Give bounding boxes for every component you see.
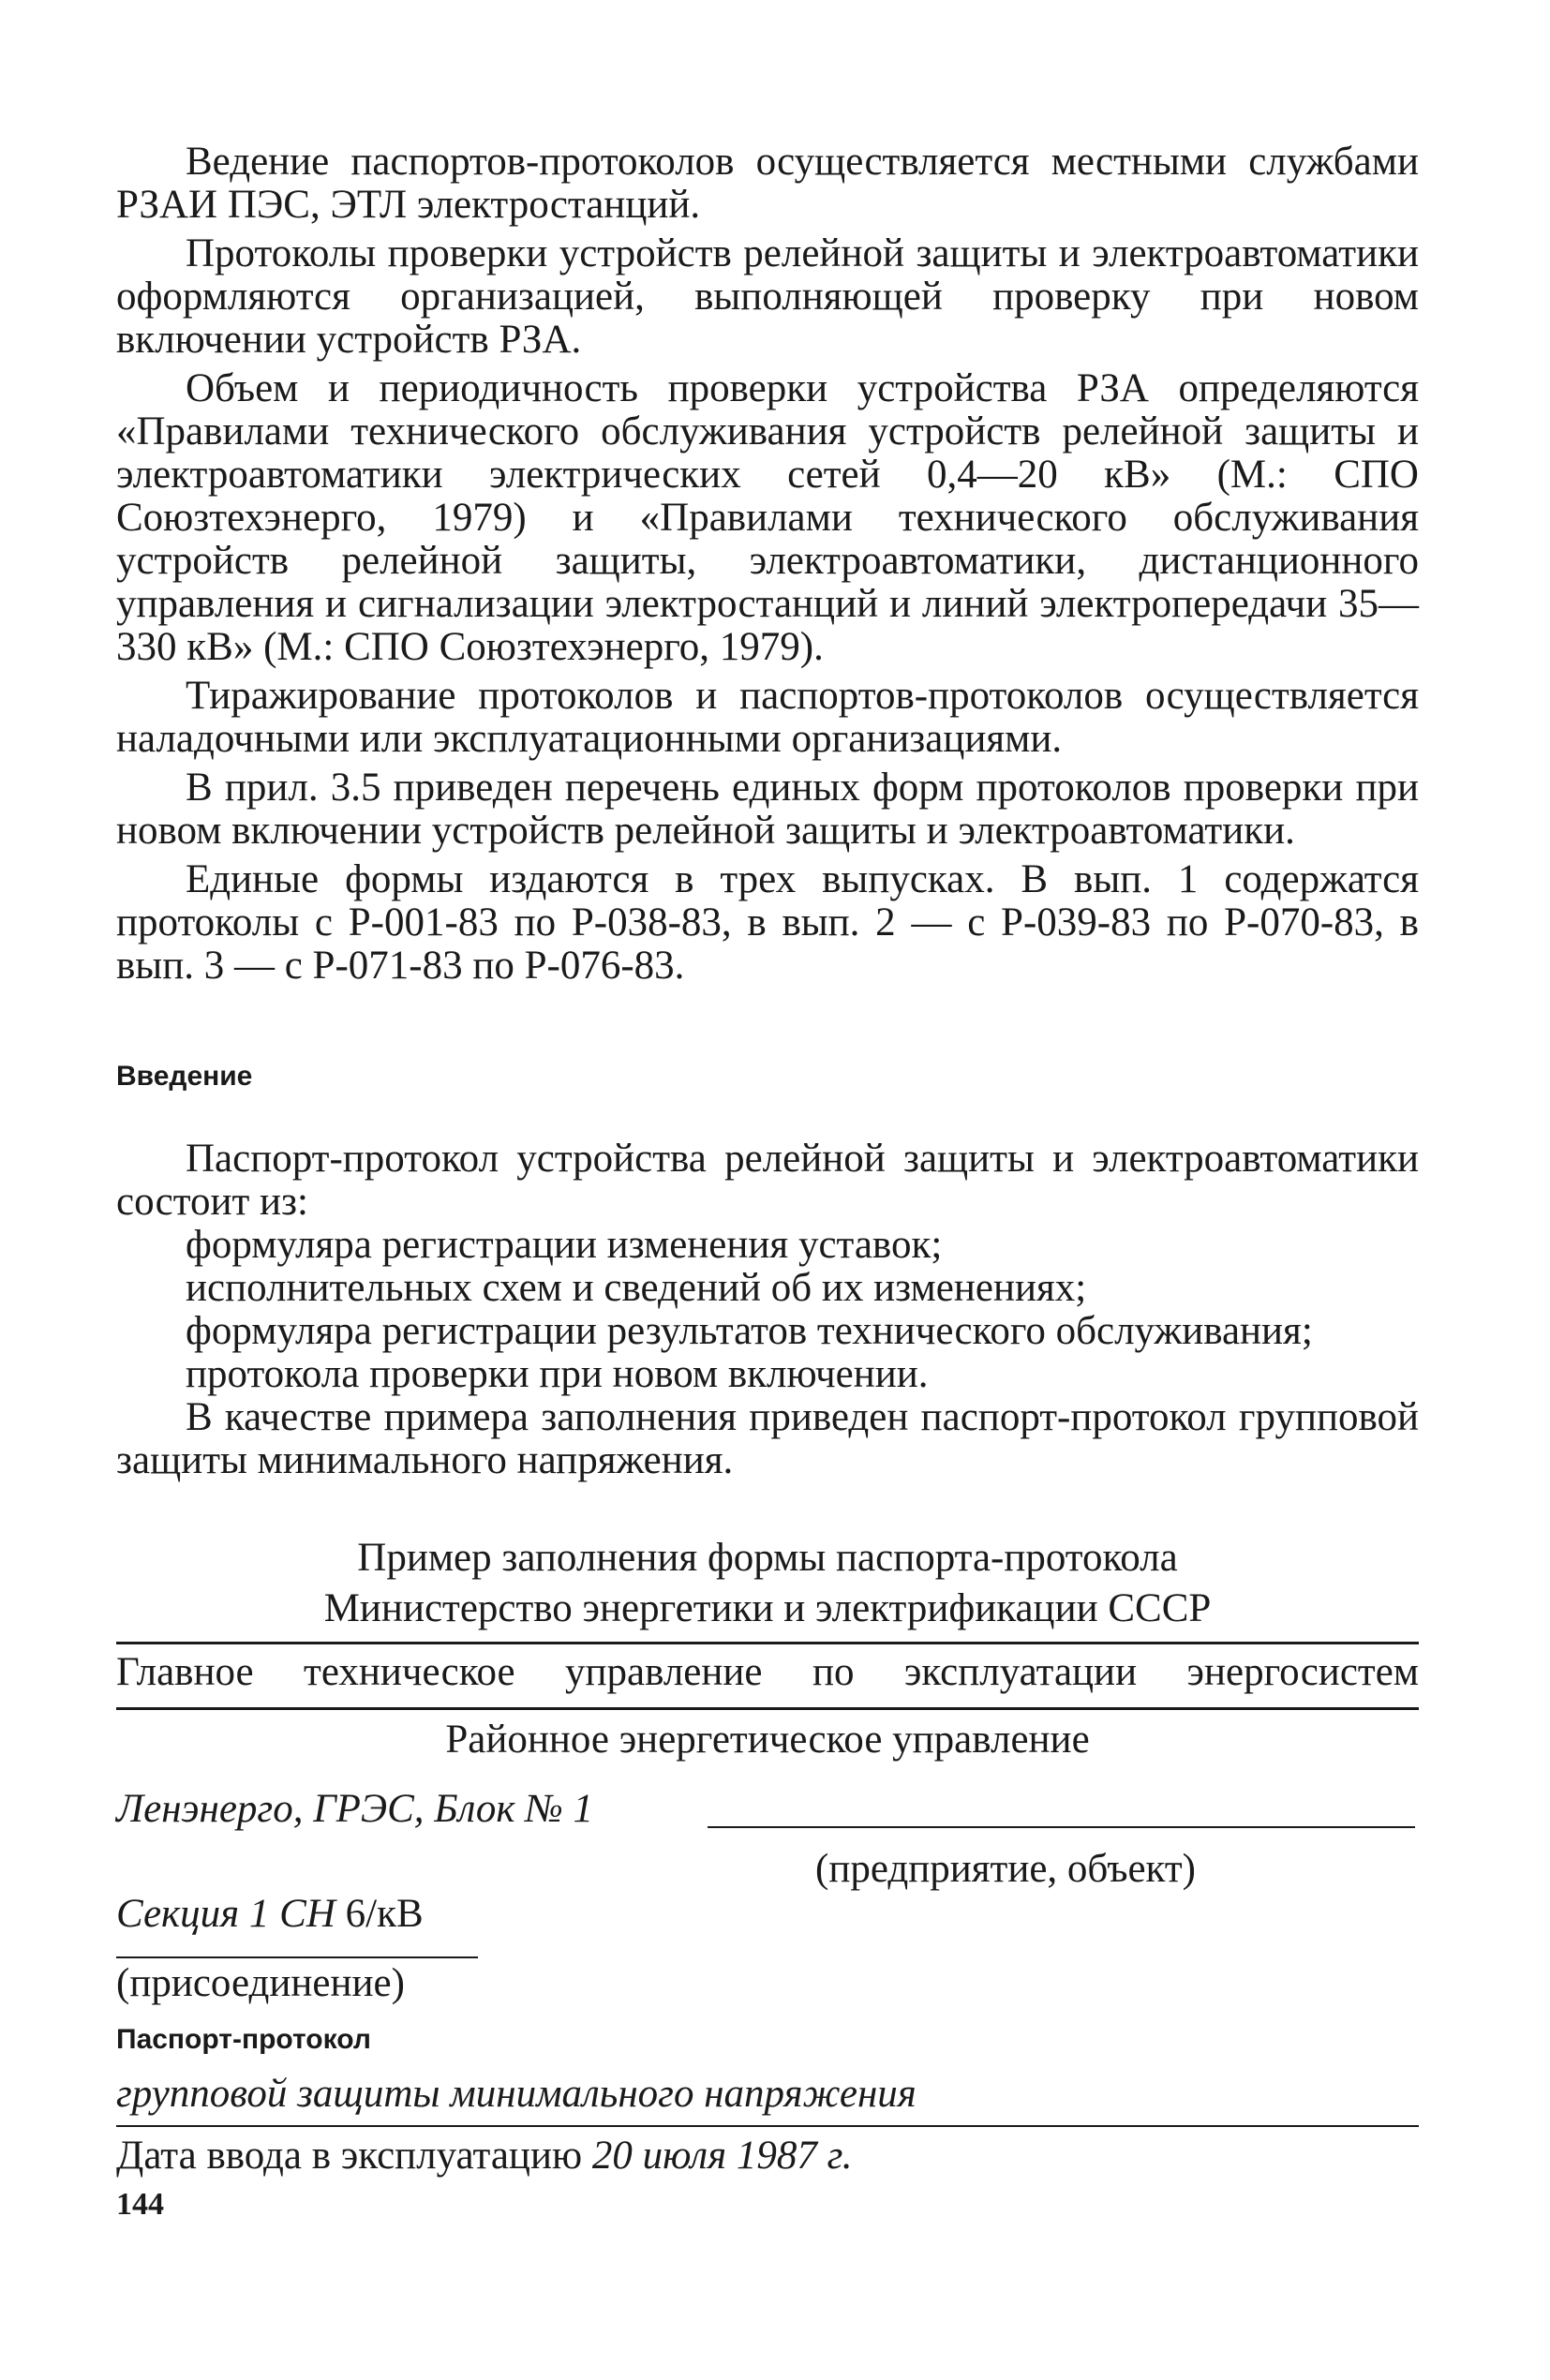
form-title: Пример заполнения формы паспорта-протокола (357, 1536, 1178, 1580)
divider (116, 1707, 1419, 1710)
section-value: Секция 1 СН (116, 1892, 335, 1936)
paragraph: Ведение паспортов-протоколов осуществляется местными службами РЗАИ ПЭС, ЭТЛ электростанций. (116, 140, 1419, 227)
divider (116, 2125, 1419, 2127)
commission-date (116, 2135, 853, 2178)
paragraph: Единые формы издаются в трех выпусках. В вып. 1 содержатся протоколы с Р-001-83 по Р-038-83, в вып. 2 — с Р-039-83 по Р-070-83, в вып. 3 — с Р-071-83 по Р-076-83. (116, 857, 1419, 988)
page-content (116, 141, 1419, 1482)
enterprise-value: Ленэнерго, ГРЭС, Блок № 1 (116, 1787, 594, 1831)
page-number: 144 (116, 2187, 164, 2222)
enterprise-line (708, 1826, 1415, 1828)
enterprise-caption: (предприятие, объект) (815, 1847, 1196, 1891)
passport-label: Паспорт-протокол (116, 2024, 371, 2055)
paragraph: В прил. 3.5 приведен перечень единых форм протоколов проверки при новом включении устройств релейной защиты и электроавтоматики. (116, 766, 1419, 853)
intro-heading: Введение (116, 1061, 253, 1092)
list-item: протокола проверки при новом включении. (186, 1352, 929, 1396)
paragraph: Тиражирование протоколов и паспортов-протоколов осуществляется наладочными или эксплуатационными организациями. (116, 674, 1419, 761)
protection-name: групповой защиты минимального напряжения (116, 2072, 917, 2116)
intro-lead: Паспорт-протокол устройства релейной защиты и электроавтоматики состоит из: (116, 1137, 1419, 1224)
list-item: исполнительных схем и сведений об их изменениях; (186, 1266, 1087, 1310)
regional-directorate: Районное энергетическое управление (445, 1718, 1090, 1762)
connection-caption: (присоединение) (116, 1961, 405, 2005)
connection-line (116, 1956, 478, 1958)
main-directorate: Главное техническое управление по эксплуатации энергосистем (116, 1650, 1419, 1694)
intro-example: В качестве примера заполнения приведен паспорт-протокол групповой защиты минимального напряжения. (116, 1395, 1419, 1482)
list-item: формуляра регистрации изменения уставок; (186, 1223, 943, 1267)
date-label: Дата ввода в эксплуатацию (116, 2134, 592, 2178)
ministry-name: Министерство энергетики и электрификации СССР (323, 1586, 1212, 1630)
section-field (116, 1893, 424, 1936)
section-voltage: 6/кВ (335, 1892, 424, 1936)
date-value: 20 июля 1987 г. (591, 2134, 853, 2178)
list-item: формуляра регистрации результатов технического обслуживания; (186, 1309, 1313, 1353)
divider (116, 1642, 1419, 1644)
paragraph: Объем и периодичность проверки устройства РЗА определяются «Правилами технического обслуживания устройств релейной защиты и электроавтоматики электрических сетей 0,4—20 кВ» (М.: СПО Союзтехэнерго, 1979) и «Правилами технического обслуживания устройств релейной защиты, электроавтоматики, дистанционного управления и сигнализации электростанций и линий электропередачи 35—330 кВ» (М.: СПО Союзтехэнерго, 1979). (116, 366, 1419, 669)
paragraph: Протоколы проверки устройств релейной защиты и электроавтоматики оформляются организацией, выполняющей проверку при новом включении устройств РЗА. (116, 231, 1419, 362)
